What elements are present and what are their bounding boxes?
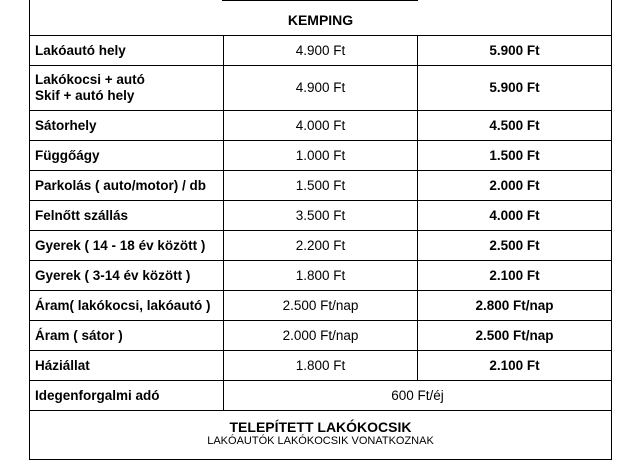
peak-price: 2.500 Ft/nap	[418, 321, 612, 351]
table-row	[30, 261, 612, 291]
peak-price: 2.100 Ft	[418, 351, 612, 381]
footer-title: TELEPÍTETT LAKÓKOCSIK	[229, 419, 412, 435]
table-row	[30, 351, 612, 381]
row-label	[30, 291, 224, 321]
section-header-row	[30, 0, 612, 36]
tax-row	[30, 381, 612, 411]
regular-price: 1.500 Ft	[224, 171, 418, 201]
peak-price: 2.100 Ft	[418, 261, 612, 291]
peak-price: 2.800 Ft/nap	[418, 291, 612, 321]
row-label	[30, 351, 224, 381]
regular-price: 1.000 Ft	[224, 141, 418, 171]
row-label-line: Felnőtt szállás	[35, 207, 129, 223]
table-row	[30, 201, 612, 231]
table-row	[30, 291, 612, 321]
row-label-line: Parkolás ( auto/motor) / db	[35, 177, 207, 193]
peak-price: 1.500 Ft	[418, 141, 612, 171]
row-label-line: Gyerek ( 3-14 év között )	[35, 267, 191, 283]
table-row	[30, 66, 612, 111]
peak-price: 2.500 Ft	[418, 231, 612, 261]
peak-price: 5.900 Ft	[418, 36, 612, 66]
peak-price: 2.000 Ft	[418, 171, 612, 201]
row-label	[30, 231, 224, 261]
tax-value: 600 Ft/éj	[224, 381, 612, 411]
regular-price: 4.900 Ft	[224, 36, 418, 66]
regular-price: 1.800 Ft	[224, 351, 418, 381]
camping-price-table	[29, 0, 612, 460]
row-label-line: Háziállat	[35, 357, 90, 373]
regular-price: 1.800 Ft	[224, 261, 418, 291]
row-label-line: Lakóautó hely	[35, 42, 126, 58]
row-label	[30, 111, 224, 141]
section-title: KEMPING	[30, 0, 612, 36]
row-label	[30, 66, 224, 111]
row-label	[30, 171, 224, 201]
table-row	[30, 231, 612, 261]
row-label	[30, 201, 224, 231]
row-label-line: Lakókocsi + autó	[35, 72, 145, 87]
row-label	[30, 261, 224, 291]
row-label	[30, 321, 224, 351]
row-label-line: Áram ( sátor )	[35, 327, 123, 343]
table-row	[30, 321, 612, 351]
footer-section	[30, 411, 612, 460]
regular-price: 4.900 Ft	[224, 66, 418, 111]
row-label	[30, 141, 224, 171]
row-label	[30, 36, 224, 66]
table-row	[30, 36, 612, 66]
row-label-line: Gyerek ( 14 - 18 év között )	[35, 237, 206, 253]
regular-price: 3.500 Ft	[224, 201, 418, 231]
row-label-line: Sátorhely	[35, 117, 97, 133]
regular-price: 4.000 Ft	[224, 111, 418, 141]
footer-section-row	[30, 411, 612, 460]
row-label-line: Skif + autó hely	[35, 88, 135, 103]
regular-price: 2.500 Ft/nap	[224, 291, 418, 321]
regular-price: 2.200 Ft	[224, 231, 418, 261]
table-row	[30, 111, 612, 141]
peak-price: 5.900 Ft	[418, 66, 612, 111]
table-row	[30, 141, 612, 171]
row-label-line: Függőágy	[35, 147, 100, 163]
tax-label: Idegenforgalmi adó	[30, 381, 224, 411]
table-row	[30, 171, 612, 201]
footer-subtitle: LAKÓAUTÓK LAKÓKOCSIK VONATKOZNAK	[207, 435, 434, 447]
peak-price: 4.000 Ft	[418, 201, 612, 231]
peak-price: 4.500 Ft	[418, 111, 612, 141]
row-label-line: Áram( lakókocsi, lakóautó )	[35, 297, 211, 313]
regular-price: 2.000 Ft/nap	[224, 321, 418, 351]
